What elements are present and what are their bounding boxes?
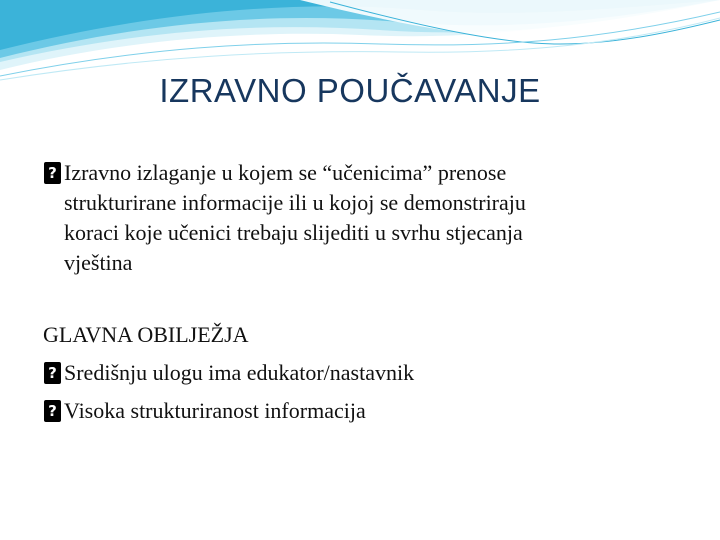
feature-text: Središnju ulogu ima edukator/nastavnik <box>64 360 415 385</box>
list-item <box>44 358 694 388</box>
features-heading: GLAVNA OBILJEŽJA <box>43 322 249 347</box>
missing-glyph-icon <box>44 362 61 384</box>
feature-text: Visoka strukturiranost informacija <box>64 398 366 423</box>
intro-line: koraci koje učenici trebaju slijediti u svrhu stjecanja <box>64 220 523 245</box>
intro-paragraph <box>44 158 694 278</box>
intro-line: strukturirane informacije ili u kojoj se demonstriraju <box>64 190 526 215</box>
slide-title: IZRAVNO POUČAVANJE <box>159 72 541 109</box>
missing-glyph-icon <box>44 162 61 184</box>
slide-body <box>44 158 694 426</box>
intro-line: Izravno izlaganje u kojem se “učenicima” prenose <box>64 160 507 185</box>
list-item <box>44 396 694 426</box>
intro-line: vještina <box>64 250 133 275</box>
missing-glyph-icon <box>44 400 61 422</box>
